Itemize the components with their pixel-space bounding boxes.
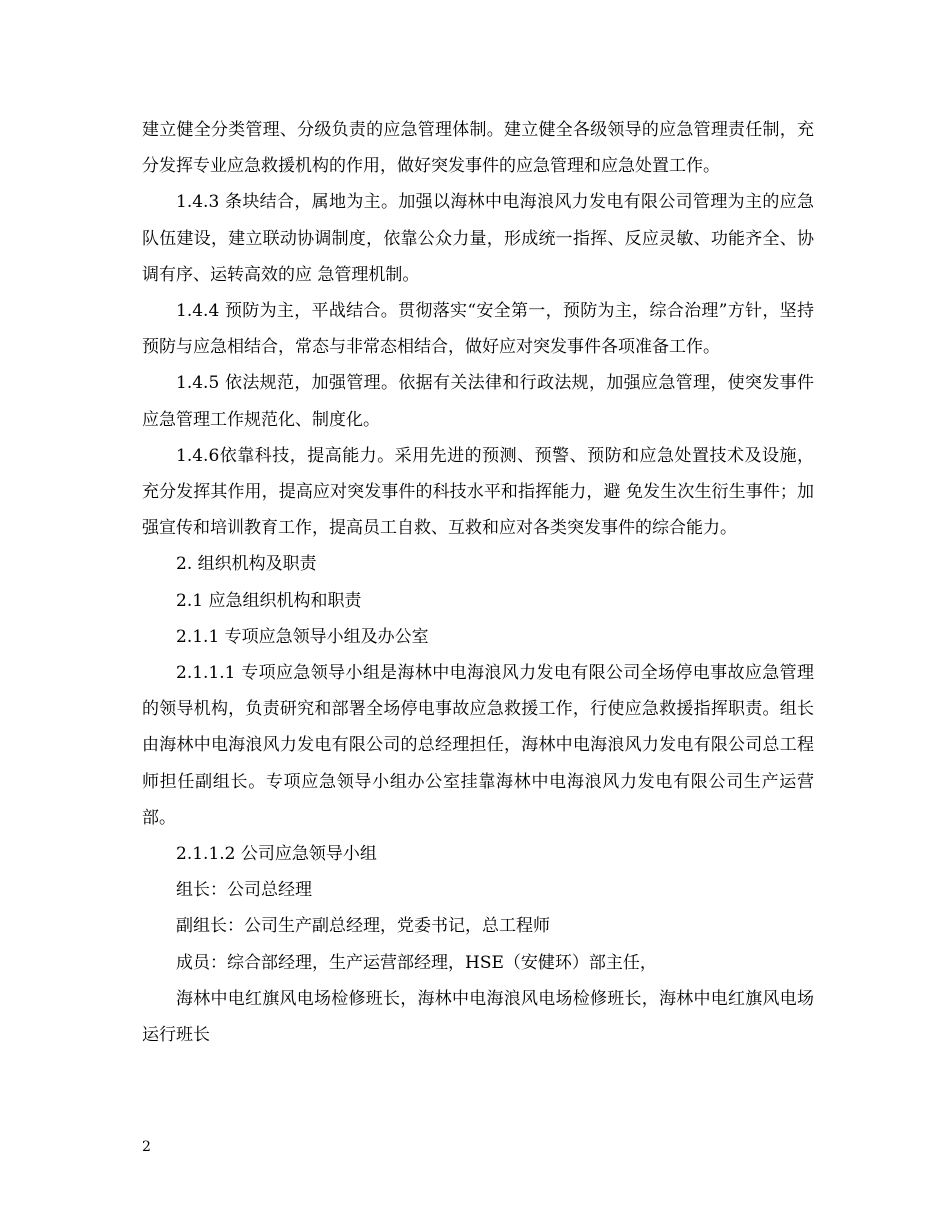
- paragraph-1-4-5: 1.4.5 依法规范，加强管理。依据有关法律和行政法规，加强应急管理，使突发事件应急管理工作规范化、制度化。: [142, 373, 814, 430]
- paragraph-leader: 组长：公司总经理: [176, 880, 312, 901]
- heading-2: 2. 组织机构及职责: [176, 554, 317, 575]
- page-number: 2: [142, 1139, 151, 1155]
- heading-2-1-1-2: 2.1.1.2 公司应急领导小组: [176, 844, 377, 865]
- paragraph-team-leaders: 海林中电红旗风电场检修班长，海林中电海浪风电场检修班长，海林中电红旗风电场运行班长: [142, 988, 814, 1046]
- paragraph-1-4-6: 1.4.6依靠科技，提高能力。采用先进的预测、预警、预防和应急处置技术及设施， 充分发挥其作用，提高应对突发事件的科技水平和指挥能力，避 免发生次生衍生事件；加强宣传和培训教育工作，提高员工自救、互救和应对各类突发事件的综合能力。: [142, 445, 820, 539]
- paragraph-2-1-1-1: 2.1.1.1 专项应急领导小组是海林中电海浪风力发电有限公司全场停电事故应急管理的领导机构，负责研究和部署全场停电事故应急救援工作，行使应急救援指挥职责。组长由海林中电海浪风力发电有限公司的总经理担任，海林中电海浪风力发电有限公司总工程师担任副组长。专项应急领导小组办公室挂靠海林中电海浪风力发电有限公司生产运营部。: [142, 663, 814, 828]
- paragraph-1: 建立健全分类管理、分级负责的应急管理体制。建立健全各级领导的应急管理责任制，充分发挥专业应急救援机构的作用，做好突发事件的应急管理和应急处置工作。: [142, 120, 814, 177]
- paragraph-deputy-leader: 副组长：公司生产副总经理，党委书记，总工程师: [176, 916, 550, 937]
- paragraph-1-4-3: 1.4.3 条块结合，属地为主。加强以海林中电海浪风力发电有限公司管理为主的应急队伍建设，建立联动协调制度，依靠公众力量，形成统一指挥、反应灵敏、功能齐全、协调有序、运转高效的应 急管理机制。: [142, 192, 814, 285]
- document-body: [142, 112, 820, 1053]
- heading-2-1-1: 2.1.1 专项应急领导小组及办公室: [176, 626, 429, 647]
- heading-2-1: 2.1 应急组织机构和职责: [176, 590, 362, 611]
- paragraph-1-4-4: 1.4.4 预防为主，平战结合。贯彻落实“安全第一，预防为主，综合治理”方针，坚持预防与应急相结合，常态与非常态相结合，做好应对突发事件各项准备工作。: [142, 301, 814, 358]
- paragraph-members: 成员：综合部经理，生产运营部经理，HSE（安健环）部主任，: [176, 952, 657, 973]
